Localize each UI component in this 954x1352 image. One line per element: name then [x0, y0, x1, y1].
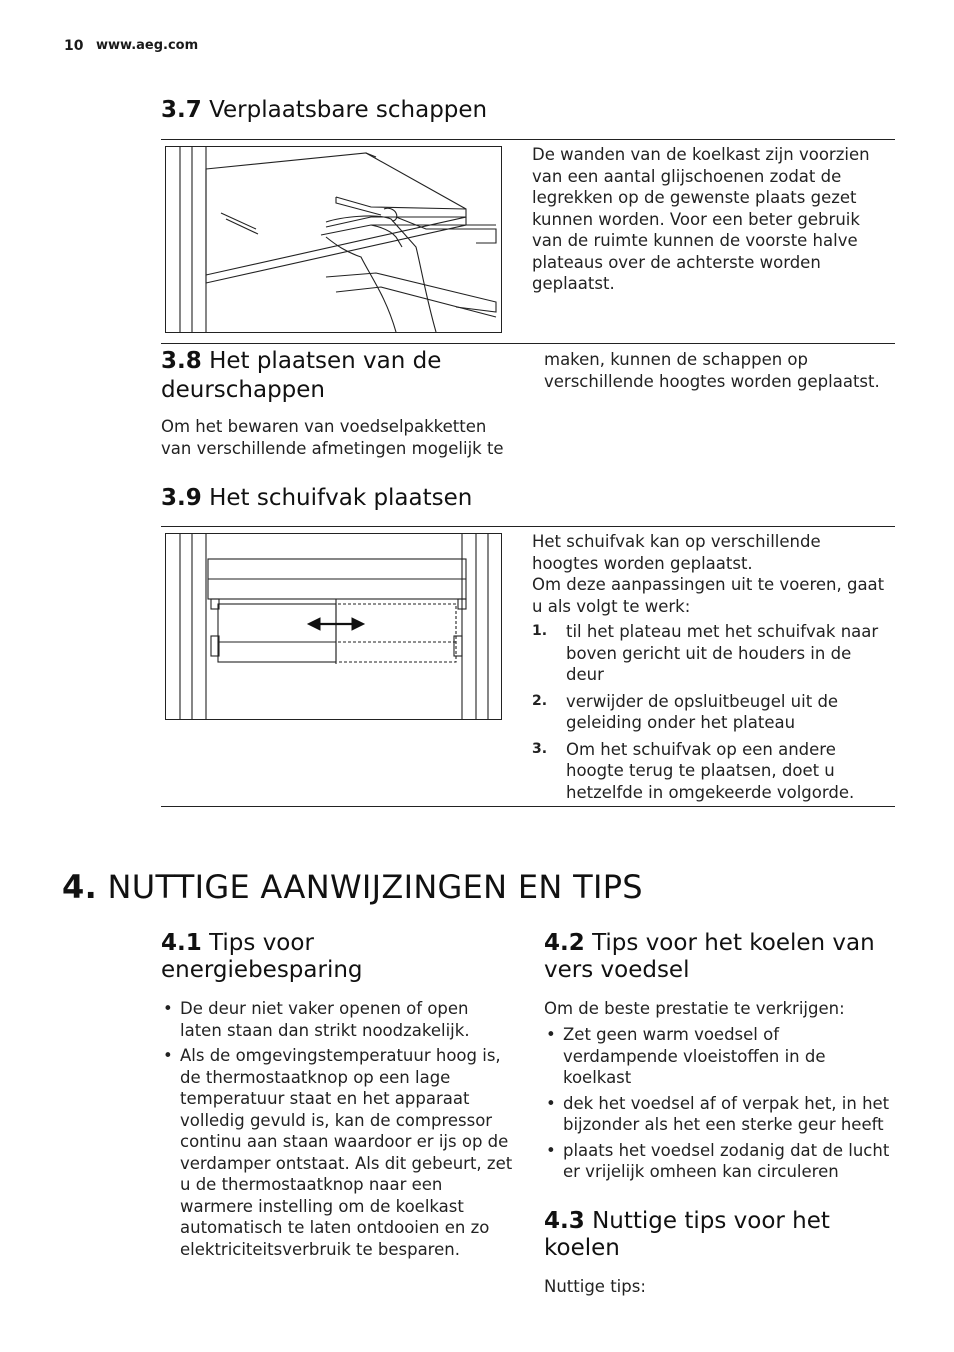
- rule-3-9: [161, 526, 895, 527]
- heading-4-2: [544, 930, 889, 984]
- step-number: 1.: [532, 623, 548, 639]
- shelf-drawing-icon: [166, 147, 501, 332]
- heading-3-9-title: Het schuifvak plaatsen: [209, 485, 473, 511]
- heading-3-7-number: 3.7: [161, 97, 202, 123]
- text-3-7: De wanden van de koelkast zijn voorzien van een aantal glijschoenen zodat de legrekken op de gewenste plaats gezet kunnen worden. Voor een beter gebruik van de ruimte kunnen de voorste halve plateaus over de achterste worden geplaatst.: [532, 145, 870, 293]
- list-item: • dek het voedsel af of verpak het, in het bijzonder als het een sterke geur heeft: [544, 1093, 896, 1136]
- list-item: • plaats het voedsel zodanig dat de lucht er vrijelijk omheen kan circuleren: [544, 1140, 896, 1183]
- heading-4-2-number: 4.2: [544, 930, 585, 956]
- heading-4-1: [161, 930, 491, 984]
- heading-3-9-number: 3.9: [161, 485, 202, 511]
- step-text: til het plateau met het schuifvak naar boven gericht uit de houders in de deur: [566, 622, 879, 684]
- rule-3-7: [161, 139, 895, 140]
- chapter-number: 4.: [62, 868, 98, 906]
- step-item: [532, 691, 894, 734]
- heading-4-3-number: 4.3: [544, 1208, 585, 1234]
- step-number: 2.: [532, 692, 548, 709]
- text-3-8-right: maken, kunnen de schappen op verschillende hoogtes worden geplaatst.: [544, 350, 880, 391]
- chapter-title: [62, 868, 643, 906]
- heading-3-7-title: Verplaatsbare schappen: [209, 97, 488, 123]
- drawer-drawing-icon: [166, 534, 501, 719]
- heading-4-3: [544, 1208, 874, 1262]
- page-number: 10: [64, 38, 84, 54]
- heading-4-1-title: Tips voor energiebesparing: [161, 930, 363, 983]
- heading-4-3-title: Nuttige tips voor het koelen: [544, 1208, 830, 1261]
- step-text: Om het schuifvak op een andere hoogte terug te plaatsen, doet u hetzelfde in omgekeerde volgorde.: [566, 739, 855, 802]
- list-item: • De deur niet vaker openen of open laten staan dan strikt noodzakelijk.: [161, 998, 513, 1041]
- heading-4-1-number: 4.1: [161, 930, 202, 956]
- heading-3-8-title: Het plaatsen van de deurschappen: [161, 348, 442, 403]
- heading-4-2-title: Tips voor het koelen van vers voedsel: [544, 930, 875, 983]
- text-3-9-intro-2: Om deze aanpassingen uit te voeren, gaat u als volgt te werk:: [532, 575, 885, 616]
- text-4-2-intro: Om de beste prestatie te verkrijgen:: [544, 999, 845, 1018]
- text-3-8-left: Om het bewaren van voedselpakketten van verschillende afmetingen mogelijk te: [161, 417, 504, 458]
- text-4-3-intro: Nuttige tips:: [544, 1277, 646, 1296]
- drawer-illustration: [165, 533, 502, 720]
- chapter-title-text: NUTTIGE AANWIJZINGEN EN TIPS: [107, 868, 643, 906]
- header-url: www.aeg.com: [96, 38, 199, 53]
- shelf-illustration: [165, 146, 502, 333]
- list-item: • Als de omgevingstemperatuur hoog is, de thermostaatknop op een lage temperatuur staat en het apparaat volledig gevuld is, kan de compressor continu aan staan waardoor er ijs op de verdamper ontstaat. Als dit gebeurt, zet u de thermostaatknop naar een warmere instelling om de koelkast automatisch te laten ontdooien en zo elektriciteitsverbruik te besparen.: [161, 1045, 513, 1260]
- heading-3-8-number: 3.8: [161, 348, 202, 374]
- fresh-food-tips-list: [544, 1024, 896, 1187]
- rule-3-8: [161, 343, 895, 344]
- heading-3-8: [161, 347, 491, 405]
- heading-3-9: [161, 484, 472, 513]
- step-number: 3.: [532, 740, 548, 757]
- steps-list: [532, 621, 894, 808]
- rule-3-9-end: [161, 806, 895, 807]
- heading-3-7: [161, 96, 487, 125]
- text-3-9-intro-1: Het schuifvak kan op verschillende hoogtes worden geplaatst.: [532, 532, 821, 573]
- step-item: [532, 621, 894, 686]
- step-item: [532, 739, 894, 804]
- step-text: verwijder de opsluitbeugel uit de geleiding onder het plateau: [566, 691, 839, 732]
- energy-tips-list: [161, 998, 513, 1264]
- list-item: • Zet geen warm voedsel of verdampende vloeistoffen in de koelkast: [544, 1024, 896, 1089]
